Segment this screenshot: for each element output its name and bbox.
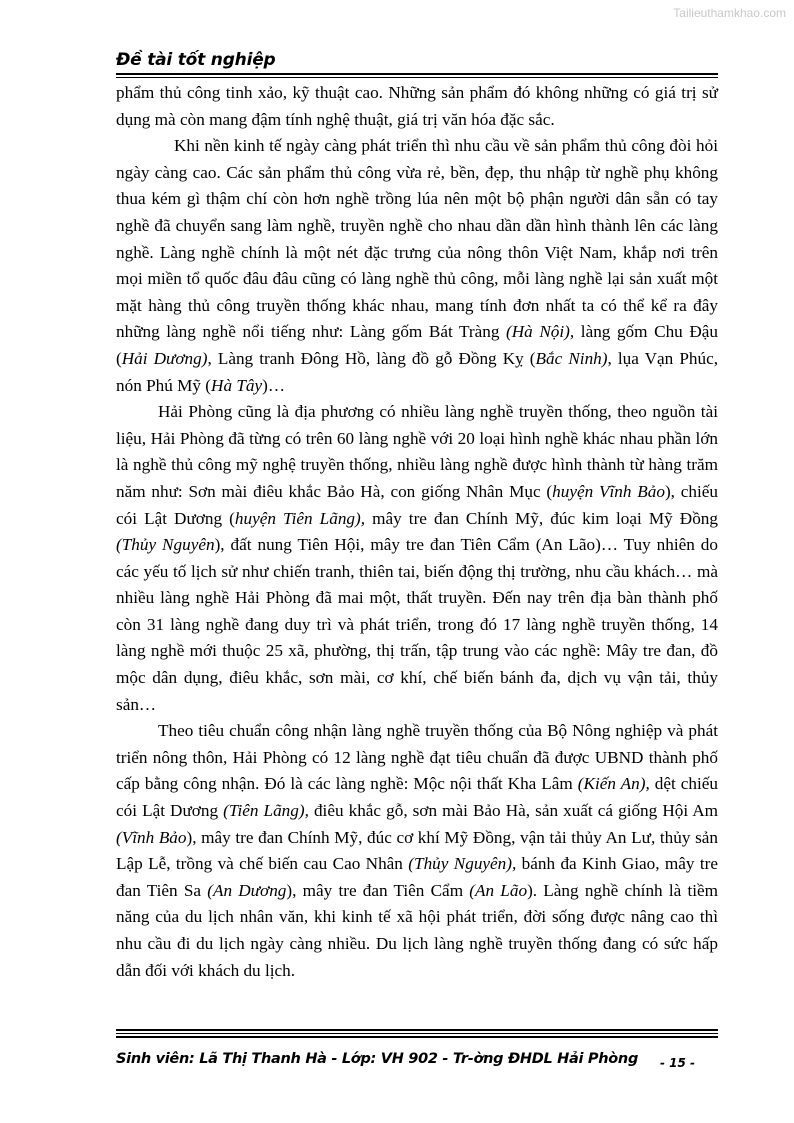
header-rule-thin: [116, 77, 718, 78]
paragraph-3: Hải Phòng cũng là địa phương có nhiều làng nghề truyền thống, theo nguồn tài liệu, Hải Phòng đã từng có trên 60 làng nghề với 20 loại hình nghề khác nhau phần lớn là nghề thủ công mỹ nghệ truyền thống, nhiều làng nghề được hình thành từ hàng trăm năm như: Sơn mài điêu khắc Bảo Hà, con giống Nhân Mục (huyện Vĩnh Bảo), chiếu cói Lật Dương (huyện Tiên Lãng), mây tre đan Chính Mỹ, đúc kim loại Mỹ Đồng (Thủy Nguyên), đất nung Tiên Hội, mây tre đan Tiên Cẩm (An Lão)… Tuy nhiên do các yếu tố lịch sử như chiến tranh, thiên tai, biến động thị trường, nhu cầu khách… mà nhiều làng nghề Hải Phòng đã mai một, thất truyền. Đến nay trên địa bàn thành phố còn 31 làng nghề đang duy trì và phát triển, trong đó 17 làng nghề truyền thống, 14 làng nghề mới thuộc 25 xã, phường, thị trấn, tập trung vào các nghề: Mây tre đan, đồ mộc dân dụng, điêu khắc, sơn mài, cơ khí, chế biến bánh đa, dịch vụ vận tải, thủy sản…: [116, 402, 718, 714]
footer-rule: [116, 1029, 718, 1031]
document-body: [116, 80, 718, 984]
paragraph-2: Khi nền kinh tế ngày càng phát triển thì nhu cầu về sản phẩm thủ công đòi hỏi ngày càng cao. Các sản phẩm thủ công vừa rẻ, bền, đẹp, thu nhập từ nghề phụ không thua kém gì thậm chí còn hơn nghề trồng lúa nên một bộ phận người dân sẵn có tay nghề đã chuyển sang làm nghề, truyền nghề cho nhau dần dần hình thành lên các làng nghề. Làng nghề chính là một nét đặc trưng của nông thôn Việt Nam, khắp nơi trên mọi miền tổ quốc đâu đâu cũng có làng nghề thủ công, mỗi làng nghề lại sản xuất một mặt hàng thủ công truyền thống khác nhau, mang tính đơn nhất ta có thể kể ra đây những làng nghề nổi tiếng như: Làng gốm Bát Tràng (Hà Nội), làng gốm Chu Đậu (Hải Dương), Làng tranh Đông Hồ, làng đồ gỗ Đồng Kỵ (Bắc Ninh), lụa Vạn Phúc, nón Phú Mỹ (Hà Tây)…: [116, 136, 718, 395]
page-number: - 15 -: [660, 1056, 696, 1070]
footer-rule-thin: [116, 1033, 718, 1034]
footer-author-line: Sinh viên: Lã Thị Thanh Hà - Lớp: VH 902 - Tr-ờng ĐHDL Hải Phòng: [116, 1051, 639, 1067]
header-rule: [116, 73, 718, 75]
paragraph-4: Theo tiêu chuẩn công nhận làng nghề truyền thống của Bộ Nông nghiệp và phát triển nông thôn, Hải Phòng có 12 làng nghề đạt tiêu chuẩn đã được UBND thành phố cấp bằng công nhận. Đó là các làng nghề: Mộc nội thất Kha Lâm (Kiến An), dệt chiếu cói Lật Dương (Tiên Lãng), điêu khắc gỗ, sơn mài Bảo Hà, sản xuất cá giống Hội Am (Vĩnh Bảo), mây tre đan Chính Mỹ, đúc cơ khí Mỹ Đồng, vận tải thủy An Lư, thủy sản Lập Lễ, trồng và chế biến cau Cao Nhân (Thủy Nguyên), bánh đa Kinh Giao, mây tre đan Tiên Sa (An Dương), mây tre đan Tiên Cẩm (An Lão). Làng nghề chính là tiềm năng của du lịch nhân văn, khi kinh tế xã hội phát triển, đời sống được nâng cao thì nhu cầu đi du lịch ngày càng nhiều. Du lịch làng nghề truyền thống đang có sức hấp dẫn đối với khách du lịch.: [116, 721, 719, 980]
paragraph-1: phẩm thủ công tinh xảo, kỹ thuật cao. Những sản phẩm đó không những có giá trị sử dụng mà còn mang đậm tính nghệ thuật, giá trị văn hóa đặc sắc.: [116, 83, 718, 129]
watermark: Tailieuthamkhao.com: [673, 6, 786, 20]
header-title: Đề tài tốt nghiệp: [116, 50, 276, 70]
footer-rule-bottom: [116, 1036, 718, 1038]
